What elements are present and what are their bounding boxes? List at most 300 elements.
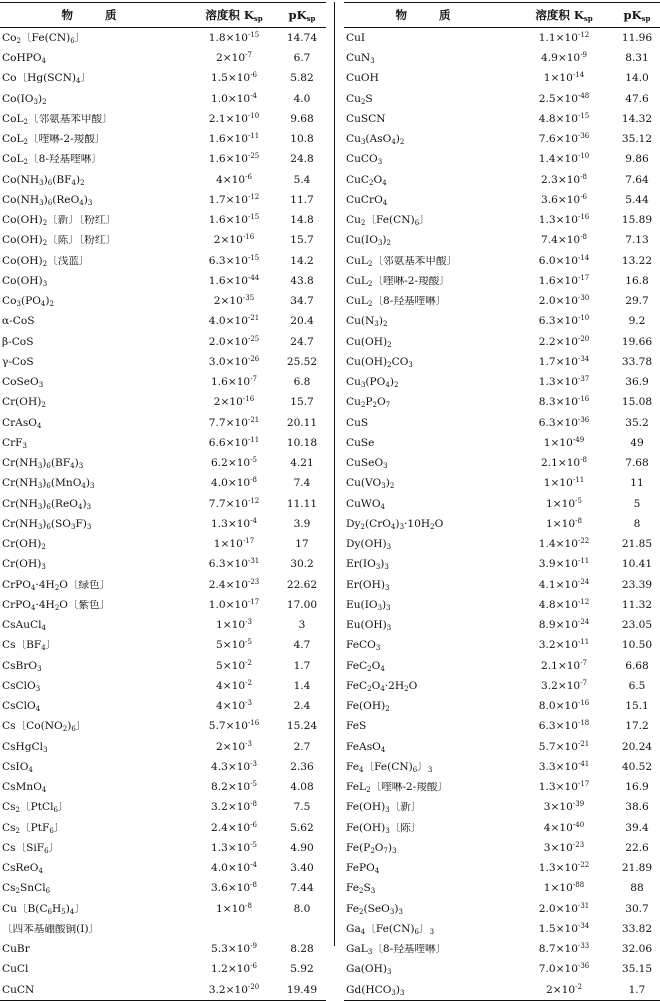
ksp-cell: $8.3\times 10^{-16}$	[538, 395, 590, 409]
ksp-cell: $2.1\times 10^{-10}$	[208, 111, 260, 125]
table-row	[0, 393, 326, 413]
pksp-cell: 17.2	[625, 720, 649, 733]
substance-cell: $Cu_2P_2O_7$	[346, 397, 391, 408]
substance-cell: FeL$_2$〔喹啉-2-羧酸〕	[346, 782, 449, 793]
pksp-cell: 3.40	[290, 862, 314, 875]
table-row	[344, 615, 660, 635]
table-row	[344, 676, 660, 696]
ksp-cell: $2\times 10^{-16}$	[213, 233, 255, 247]
pksp-cell: 20.4	[290, 315, 314, 328]
ksp-cell: $3.0\times 10^{-26}$	[208, 354, 260, 368]
ksp-cell: $6.3\times 10^{-10}$	[538, 314, 590, 328]
substance-cell: CsBrO$_3$	[2, 660, 42, 672]
table-row	[0, 210, 326, 230]
ksp-cell: $5.7\times 10^{-21}$	[538, 739, 590, 753]
ksp-cell: $3.6\times 10^{-6}$	[540, 192, 588, 206]
ksp-header: 溶度积 $K_{sp}$	[205, 8, 263, 23]
ksp-cell: $1.3\times 10^{-17}$	[538, 780, 590, 794]
table-row	[0, 129, 326, 149]
substance-cell: $Cu(VO_3)_2$	[346, 478, 395, 489]
table-row	[0, 919, 326, 939]
ksp-cell: $6.3\times 10^{-18}$	[538, 719, 590, 733]
table-row	[0, 717, 326, 737]
pksp-cell: 4.90	[290, 841, 314, 854]
ksp-cell: $1\times 10^{-17}$	[213, 537, 255, 551]
ksp-cell: $1.4\times 10^{-10}$	[538, 152, 590, 166]
ksp-cell: $6.3\times 10^{-15}$	[208, 253, 260, 267]
ksp-cell: $3.2\times 10^{-11}$	[538, 638, 590, 652]
ksp-cell: $1.6\times 10^{-17}$	[538, 273, 590, 287]
pksp-cell: 15.7	[290, 234, 314, 247]
substance-cell: CuSeO$_3$	[346, 458, 388, 469]
table-row	[0, 777, 326, 797]
ksp-cell: $3\times 10^{-23}$	[543, 840, 585, 854]
substance-cell: FeAsO$_4$	[346, 741, 386, 753]
substance-cell: $Fe_2(SeO_3)_3$	[346, 903, 403, 915]
pksp-cell: 5.92	[290, 963, 314, 976]
ksp-cell: $2.3\times 10^{-8}$	[540, 172, 588, 186]
substance-cell: CuI	[346, 32, 366, 44]
substance-cell: $Er(IO_3)_3$	[346, 559, 389, 570]
substance-cell: CsAuCl$_4$	[2, 620, 46, 631]
substance-cell: CuCl	[2, 964, 29, 975]
ksp-cell: $4\times 10^{-40}$	[543, 820, 585, 834]
ksp-cell: $4.9\times 10^{-9}$	[540, 51, 588, 65]
ksp-cell: $4.1\times 10^{-24}$	[538, 577, 590, 591]
ksp-cell: $2.1\times 10^{-7}$	[540, 658, 588, 672]
substance-cell: CuL$_2$〔邻氨基苯甲酸〕	[346, 255, 458, 267]
ksp-cell: $1\times 10^{-49}$	[543, 435, 585, 449]
ksp-cell: $1\times 10^{-3}$	[216, 618, 252, 632]
pksp-cell: 30.7	[625, 902, 649, 915]
table-row	[344, 960, 660, 980]
table-row	[344, 271, 660, 291]
substance-cell: $CrPO_4\cdot 4H_2O$〔紫色〕	[2, 599, 111, 611]
ksp-cell: $5.7\times 10^{-16}$	[208, 719, 260, 733]
table-row	[344, 798, 660, 818]
left-table	[0, 2, 326, 1001]
table-row	[0, 312, 326, 332]
pksp-cell: 36.9	[625, 376, 649, 389]
table-row	[0, 960, 326, 980]
substance-cell: Cs〔$BF_4$〕	[2, 640, 57, 651]
table-row	[0, 980, 326, 1000]
substance-cell: $Cs_2$〔PtF$_6$〕	[2, 822, 65, 834]
ksp-cell: $6.0\times 10^{-14}$	[538, 253, 590, 267]
substance-cell: $Ga(OH)_3$	[346, 964, 392, 975]
ksp-cell: $1\times 10^{-8}$	[546, 516, 582, 530]
ksp-cell: $6.3\times 10^{-36}$	[538, 415, 590, 429]
substance-cell: α-CoS	[2, 316, 35, 327]
substance-header: 物 质	[395, 8, 465, 22]
pksp-header: $pK_{sp}$	[623, 8, 651, 23]
pksp-cell: 6.8	[293, 376, 311, 389]
pksp-cell: 5.44	[625, 193, 649, 206]
table-row	[0, 474, 326, 494]
pksp-cell: 32.06	[621, 943, 653, 956]
table-row	[344, 879, 660, 899]
substance-cell: CuS	[346, 417, 369, 429]
ksp-cell: $2\times 10^{-35}$	[213, 294, 255, 308]
pksp-cell: 5.62	[290, 821, 314, 834]
pksp-cell: 49	[630, 436, 644, 449]
ksp-cell: $8.7\times 10^{-33}$	[538, 942, 590, 956]
substance-cell: $Cr(NH_3)_6(SO_3F)_3$	[2, 518, 92, 530]
pksp-cell: 4.7	[293, 639, 311, 652]
table-row	[0, 656, 326, 676]
substance-cell: GaL$_3$〔8-羟基喹啉〕	[346, 944, 447, 955]
pksp-cell: 7.5	[293, 801, 311, 814]
pksp-cell: 10.50	[621, 639, 653, 652]
table-row	[0, 271, 326, 291]
pksp-cell: 19.66	[621, 335, 653, 348]
substance-cell: $Cr(OH)_3$	[2, 559, 46, 570]
table-row	[0, 615, 326, 635]
ksp-cell: $4.8\times 10^{-15}$	[538, 111, 590, 125]
ksp-cell: $3\times 10^{-39}$	[543, 800, 585, 814]
substance-cell: CoL$_2$〔邻氨基苯甲酸〕	[2, 113, 113, 125]
ksp-cell: $2.4\times 10^{-6}$	[210, 820, 258, 834]
table-row	[344, 210, 660, 230]
table-row	[344, 656, 660, 676]
pksp-cell: 22.6	[625, 841, 649, 854]
table-row	[344, 737, 660, 757]
pksp-cell: 7.68	[625, 457, 649, 470]
pksp-cell: 21.85	[621, 538, 653, 551]
substance-cell: $Co(OH)_2$〔新〕〔粉红〕	[2, 215, 117, 226]
substance-cell: $CuC_2O_4$	[346, 174, 387, 186]
table-row	[0, 109, 326, 129]
pksp-cell: 4.0	[293, 92, 311, 105]
table-row	[344, 48, 660, 68]
ksp-cell: $2.0\times 10^{-31}$	[538, 901, 590, 915]
substance-cell: $Cu(OH)_2$	[346, 336, 392, 348]
substance-cell: $Dy_2(CrO_4)_3\cdot 10H_2O$	[346, 518, 444, 530]
pksp-cell: 16.8	[625, 274, 649, 287]
ksp-cell: $1.3\times 10^{-5}$	[210, 840, 258, 854]
ksp-cell: $1.3\times 10^{-37}$	[538, 375, 590, 389]
ksp-cell: $1.0\times 10^{-4}$	[210, 91, 258, 105]
substance-cell: $Co(NH_3)_6(ReO_4)_3$	[2, 194, 93, 206]
table-row	[0, 372, 326, 392]
table-row	[344, 717, 660, 737]
ksp-cell: $1.6\times 10^{-25}$	[208, 152, 260, 166]
table-row	[344, 777, 660, 797]
ksp-cell: $1.0\times 10^{-17}$	[208, 597, 260, 611]
pksp-cell: 6.5	[628, 679, 646, 692]
table-row	[0, 170, 326, 190]
substance-cell: $Fe(OH)_3$〔陈〕	[346, 822, 422, 834]
pksp-cell: 1.7	[628, 983, 646, 996]
ksp-cell: $1\times 10^{-14}$	[543, 71, 585, 85]
pksp-cell: 38.6	[625, 801, 649, 814]
ksp-cell: $2\times 10^{-2}$	[546, 982, 582, 996]
ksp-cell: $4.0\times 10^{-21}$	[208, 314, 260, 328]
table-row	[0, 332, 326, 352]
pksp-cell: 7.4	[293, 477, 311, 490]
substance-cell: CuCN	[2, 984, 35, 996]
table-row	[0, 595, 326, 615]
table-row	[344, 757, 660, 777]
ksp-cell: $1.2\times 10^{-6}$	[210, 962, 258, 976]
left-table-body	[0, 28, 326, 1001]
pksp-cell: 6.7	[293, 52, 311, 65]
substance-cell: $Cr(OH)_2$	[2, 539, 46, 550]
substance-cell: CrF$_3$	[2, 437, 27, 449]
ksp-cell: $5\times 10^{-2}$	[216, 658, 252, 672]
ksp-cell: $4\times 10^{-3}$	[216, 699, 252, 713]
pksp-cell: 34.7	[290, 295, 314, 308]
pksp-cell: 1.4	[293, 679, 311, 692]
ksp-cell: $8.9\times 10^{-24}$	[538, 618, 590, 632]
table-row	[0, 676, 326, 696]
pksp-cell: 5.4	[293, 173, 311, 186]
pksp-cell: 5	[633, 497, 641, 510]
substance-cell: CuCrO$_4$	[346, 194, 388, 206]
pksp-cell: 24.8	[290, 153, 314, 166]
ksp-cell: $3.2\times 10^{-8}$	[210, 800, 258, 814]
table-row	[0, 494, 326, 514]
ksp-header: 溶度积 $K_{sp}$	[535, 8, 593, 23]
table-row	[0, 251, 326, 271]
pksp-cell: 23.05	[621, 619, 653, 632]
ksp-cell: $5.3\times 10^{-9}$	[210, 942, 258, 956]
substance-cell: CsMnO$_4$	[2, 782, 47, 793]
table-row	[0, 696, 326, 716]
substance-cell: $FeC_2O_4\cdot 2H_2O$	[346, 680, 418, 692]
ksp-cell: $3.6\times 10^{-8}$	[210, 881, 258, 895]
substance-cell: 〔四苯基硼酸铜(Ⅰ)〕	[2, 923, 100, 935]
table-row	[344, 555, 660, 575]
table-row	[344, 534, 660, 554]
ksp-cell: $2.4\times 10^{-23}$	[208, 577, 260, 591]
pksp-cell: 15.7	[290, 396, 314, 409]
table-row	[344, 494, 660, 514]
table-row	[0, 757, 326, 777]
substance-cell: Cs〔SiF$_6$〕	[2, 842, 60, 854]
ksp-cell: $1.6\times 10^{-7}$	[210, 375, 258, 389]
ksp-cell: $1.3\times 10^{-4}$	[210, 516, 258, 530]
pksp-cell: 2.4	[293, 700, 311, 713]
substance-header: 物 质	[61, 8, 131, 22]
substance-cell: CuSe	[346, 437, 375, 449]
pksp-cell: 15.89	[621, 214, 653, 227]
pksp-cell: 3.9	[293, 517, 311, 530]
pksp-cell: 7.13	[625, 234, 649, 247]
ksp-cell: $1.6\times 10^{-15}$	[208, 213, 260, 227]
pksp-cell: 29.7	[625, 295, 649, 308]
pksp-cell: 22.62	[286, 578, 318, 591]
substance-cell: $Dy(OH)_3$	[346, 539, 392, 550]
pksp-cell: 1.7	[293, 659, 311, 672]
pksp-cell: 11	[630, 477, 644, 490]
ksp-cell: $2.5\times 10^{-48}$	[538, 91, 590, 105]
substance-cell: CsHgCl$_3$	[2, 741, 48, 753]
pksp-cell: 33.78	[621, 355, 653, 368]
table-row	[0, 838, 326, 858]
table-row	[344, 818, 660, 838]
substance-cell: CsIO$_4$	[2, 761, 33, 773]
ksp-cell: $8.0\times 10^{-16}$	[538, 699, 590, 713]
pksp-cell: 35.15	[621, 963, 653, 976]
table-row	[344, 170, 660, 190]
substance-cell: CuN$_3$	[346, 53, 375, 64]
ksp-cell: $7.6\times 10^{-36}$	[538, 132, 590, 146]
pksp-cell: 15.24	[286, 720, 318, 733]
pksp-cell: 7.44	[290, 882, 314, 895]
table-row	[344, 858, 660, 878]
table-row	[0, 433, 326, 453]
substance-cell: $Cu(IO_3)_2$	[346, 235, 392, 246]
substance-cell: $Eu(IO_3)_3$	[346, 599, 391, 611]
table-row	[344, 453, 660, 473]
ksp-cell: $3.9\times 10^{-11}$	[538, 557, 590, 571]
substance-cell: CuOH	[346, 73, 379, 84]
substance-cell: CuL$_2$〔8-羟基喹啉〕	[346, 296, 447, 307]
substance-cell: $Cs_2SnCl_6$	[2, 883, 51, 894]
ksp-cell: $1.1\times 10^{-12}$	[538, 30, 590, 44]
table-row	[344, 332, 660, 352]
ksp-cell: $1.3\times 10^{-16}$	[538, 213, 590, 227]
right-table-header	[344, 2, 660, 28]
substance-cell: CoHPO$_4$	[2, 53, 47, 64]
table-row	[344, 393, 660, 413]
table-row	[0, 555, 326, 575]
substance-cell: $Er(OH)_3$	[346, 579, 390, 591]
table-row	[0, 899, 326, 919]
substance-cell: $Cu_2S$	[346, 93, 373, 105]
table-row	[0, 798, 326, 818]
pksp-cell: 10.8	[290, 133, 314, 146]
pksp-cell: 35.2	[625, 416, 649, 429]
substance-cell: $Cu(OH)_2CO_3$	[346, 356, 413, 368]
ksp-cell: $4.0\times 10^{-4}$	[210, 861, 258, 875]
table-row	[0, 291, 326, 311]
substance-cell: CuBr	[2, 944, 30, 955]
column-divider	[334, 2, 335, 946]
pksp-cell: 33.82	[621, 922, 653, 935]
substance-cell: $Fe_2S_3$	[346, 883, 376, 894]
substance-cell: $Co(NH_3)_6(BF_4)_2$	[2, 174, 85, 186]
pksp-cell: 8.28	[290, 943, 314, 956]
right-table	[344, 2, 660, 1001]
ksp-cell: $1.5\times 10^{-6}$	[210, 71, 258, 85]
substance-cell: Cs〔$Co(NO_2)_6$〕	[2, 721, 87, 732]
table-row	[344, 291, 660, 311]
pksp-cell: 11.96	[621, 31, 653, 44]
substance-cell: CoL$_2$〔喹啉-2-羧酸〕	[2, 134, 106, 145]
pksp-cell: 10.18	[286, 436, 318, 449]
substance-cell: $Fe_4$〔$Fe(CN)_6$〕$_3$	[346, 761, 433, 773]
substance-cell: FeS	[346, 721, 367, 732]
substance-cell: β-CoS	[2, 336, 34, 348]
ksp-cell: $4\times 10^{-2}$	[216, 678, 252, 692]
substance-cell: FeCO$_3$	[346, 640, 381, 651]
substance-cell: CuSCN	[346, 113, 386, 125]
substance-cell: $Ga_4$〔$Fe(CN)_6$〕$_3$	[346, 923, 435, 935]
pksp-cell: 16.9	[625, 781, 649, 794]
substance-cell: $Cu(N_3)_2$	[346, 316, 388, 327]
pksp-header: $pK_{sp}$	[288, 8, 316, 23]
substance-cell: $Cs_2$〔PtCl$_6$〕	[2, 802, 69, 813]
substance-cell: $Co(OH)_2$〔陈〕〔粉红〕	[2, 235, 117, 246]
pksp-cell: 14.2	[290, 254, 314, 267]
pksp-cell: 17	[295, 538, 309, 551]
substance-cell: $FeC_2O_4$	[346, 660, 385, 672]
table-row	[344, 636, 660, 656]
pksp-cell: 7.64	[625, 173, 649, 186]
table-row	[344, 514, 660, 534]
substance-cell: CoL$_2$〔8-羟基喹啉〕	[2, 154, 102, 165]
ksp-cell: $1.8\times 10^{-15}$	[208, 30, 260, 44]
table-row	[344, 312, 660, 332]
right-table-body	[344, 28, 660, 1001]
pksp-cell: 23.39	[621, 578, 653, 591]
pksp-cell: 19.49	[286, 983, 318, 996]
table-row	[0, 453, 326, 473]
pksp-cell: 2.7	[293, 740, 311, 753]
pksp-cell: 14.32	[621, 112, 653, 125]
table-row	[0, 190, 326, 210]
table-row	[344, 939, 660, 959]
substance-cell: CrAsO$_4$	[2, 417, 42, 429]
pksp-cell: 6.68	[625, 659, 649, 672]
substance-cell: FePO$_4$	[346, 863, 380, 874]
substance-cell: $Cr(NH_3)_6(ReO_4)_3$	[2, 498, 92, 510]
pksp-cell: 11.7	[290, 193, 314, 206]
pksp-cell: 8.0	[293, 902, 311, 915]
pksp-cell: 30.2	[290, 558, 314, 571]
table-row	[0, 575, 326, 595]
table-row	[344, 231, 660, 251]
ksp-cell: $3.2\times 10^{-20}$	[208, 982, 260, 996]
ksp-cell: $1.6\times 10^{-11}$	[208, 132, 260, 146]
pksp-cell: 11.32	[621, 598, 653, 611]
pksp-cell: 20.24	[621, 740, 653, 753]
pksp-cell: 17.00	[286, 598, 318, 611]
ksp-cell: $4\times 10^{-6}$	[216, 172, 252, 186]
table-row	[344, 838, 660, 858]
pksp-cell: 3	[298, 619, 306, 632]
table-row	[344, 595, 660, 615]
substance-cell: $Cr(OH)_2$	[2, 397, 46, 408]
table-row	[344, 372, 660, 392]
pksp-cell: 24.7	[290, 335, 314, 348]
substance-cell: CuWO$_4$	[346, 498, 385, 510]
pksp-cell: 4.21	[290, 457, 314, 470]
substance-cell: $Co_3(PO_4)_2$	[2, 296, 54, 307]
pksp-cell: 9.86	[625, 153, 649, 166]
substance-cell: Cu〔$B(C_6H_5)_4$〕	[2, 903, 85, 915]
table-row	[344, 109, 660, 129]
pksp-cell: 88	[630, 882, 644, 895]
ksp-cell: $1.5\times 10^{-34}$	[538, 921, 590, 935]
table-row	[344, 251, 660, 271]
table-row	[0, 818, 326, 838]
table-row	[0, 48, 326, 68]
pksp-cell: 43.8	[290, 274, 314, 287]
ksp-cell: $1.3\times 10^{-22}$	[538, 861, 590, 875]
table-row	[0, 858, 326, 878]
substance-cell: CsClO$_3$	[2, 680, 41, 692]
table-row	[344, 413, 660, 433]
ksp-cell: $4.3\times 10^{-3}$	[210, 759, 258, 773]
substance-cell: $Cu_2$〔$Fe(CN)_6$〕	[346, 215, 430, 226]
ksp-cell: $1.4\times 10^{-22}$	[538, 537, 590, 551]
ksp-cell: $2\times 10^{-3}$	[216, 739, 252, 753]
ksp-cell: $6.3\times 10^{-31}$	[208, 557, 260, 571]
pksp-cell: 4.08	[290, 781, 314, 794]
